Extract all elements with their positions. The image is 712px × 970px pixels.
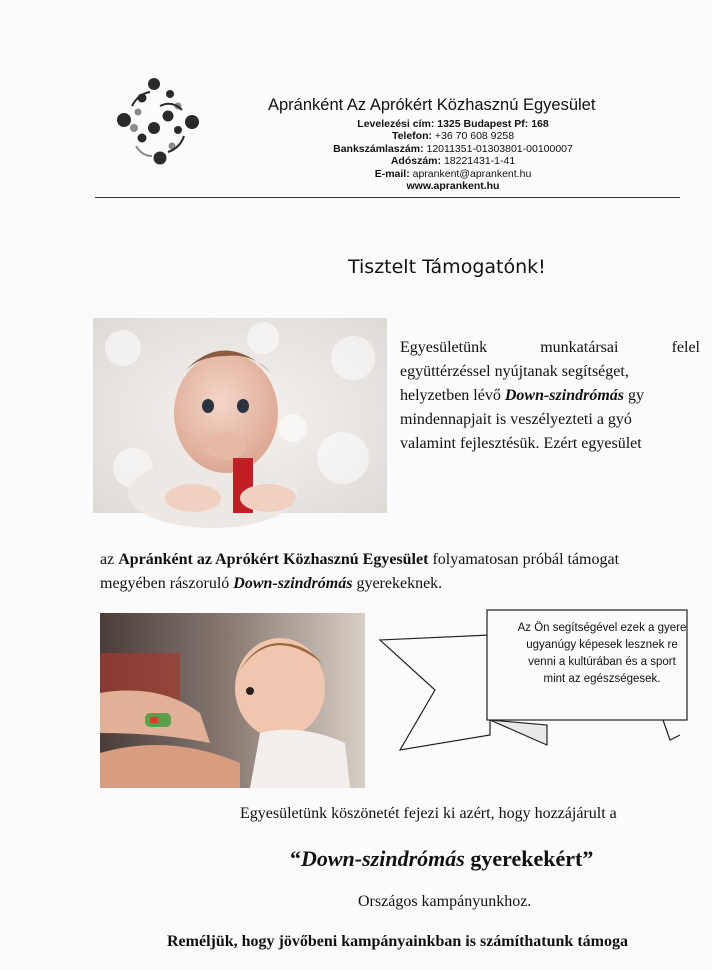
logo-dot [135, 109, 142, 116]
contact-row-website [288, 180, 618, 192]
quote-mark: “ [290, 846, 301, 871]
contact-value: +36 70 608 9258 [434, 130, 515, 143]
logo-dot [174, 126, 182, 134]
website-link: www.aprankent.hu [406, 180, 500, 193]
org-name-inline: Apránként az Aprókért Közhasznú Egyesület [118, 551, 429, 568]
paragraph-line: együttérzéssel nyújtanak segítséget, [400, 363, 629, 380]
ribbon-line: mint az egészségesek. [543, 673, 661, 685]
ribbon-fold [490, 720, 547, 745]
text-span: helyzetben lévő [400, 387, 505, 404]
contact-label: Adószám: [390, 155, 442, 168]
contact-row-email [288, 168, 618, 180]
text-span: gyerekeknek. [352, 575, 443, 592]
campaign-subtitle: Országos kampányunkhoz. [358, 893, 532, 910]
text-span: gy [624, 387, 644, 404]
contact-row-tax [288, 155, 618, 167]
word: Egyesületünk [400, 339, 488, 356]
logo-dot [166, 90, 174, 98]
text-span: megyében rászoruló [100, 575, 234, 592]
ribbon-line: Az Ön segítségével ezek a gyere [517, 622, 687, 634]
contact-value: 1325 Budapest Pf: 168 [437, 118, 549, 130]
logo-dot [138, 134, 147, 143]
campaign-title [290, 846, 593, 872]
contact-value: aprankent@aprankent.hu [412, 167, 532, 180]
logo-dot [185, 115, 199, 129]
emphasis-text: Down-szindrómás [504, 387, 624, 404]
contact-value: 12011351-01303801-00100007 [426, 142, 573, 155]
baby-photo-1 [93, 318, 387, 513]
intro-paragraph [400, 336, 700, 456]
support-paragraph [100, 548, 619, 596]
logo-dot [117, 113, 131, 127]
ribbon-tail [380, 635, 490, 750]
organization-logo [112, 76, 208, 168]
contact-row-phone [288, 130, 618, 142]
greeting-heading: Tisztelt Támogatónk! [348, 256, 546, 278]
logo-arc [136, 146, 152, 156]
paragraph-line: mindennapjait is veszélyezteti a gyó [400, 411, 632, 428]
text-span: az [100, 551, 119, 568]
baby-photo-2 [100, 613, 365, 788]
ribbon-line: venni a kultúrában és a sport [528, 656, 676, 668]
word: munkatársai [540, 339, 619, 356]
contact-value: 18221431-1-41 [443, 155, 516, 168]
closing-line: Reméljük, hogy jövőbeni kampányainkban is számíthatunk támoga [167, 933, 628, 950]
ribbon-fold [663, 720, 680, 740]
contact-label: E-mail: [374, 167, 410, 180]
contact-row-bank [288, 143, 618, 155]
text-span: gyerekekért” [464, 846, 594, 871]
ribbon-line: ugyanúgy képesek lesznek re [526, 639, 678, 651]
contact-label: Bankszámlaszám: [333, 142, 424, 155]
paragraph-line: valamint fejlesztésük. Ezért egyesület [400, 435, 642, 452]
paragraph-line [400, 336, 700, 360]
organization-name: Apránként Az Aprókért Közhasznú Egyesület [268, 96, 596, 114]
emphasis-text: Down-szindrómás [233, 575, 353, 592]
logo-dot [148, 78, 160, 90]
word: felel [671, 339, 700, 356]
logo-dot [163, 111, 174, 122]
ribbon-text [492, 620, 712, 688]
logo-dot [130, 124, 138, 132]
logo-dot [148, 122, 160, 134]
contact-label: Levelezési cím: [357, 118, 435, 130]
header-divider [95, 197, 680, 198]
logo-dot [154, 152, 167, 165]
emphasis-text: Down-szindrómás [301, 846, 465, 871]
contact-row-address [288, 118, 618, 130]
text-span: folyamatosan próbál támogat [428, 551, 620, 568]
contact-label: Telefon: [391, 130, 432, 143]
thanks-line: Egyesületünk köszönetét fejezi ki azért, hogy hozzájárult a [240, 805, 617, 822]
paragraph-line [400, 384, 700, 408]
contact-block [288, 118, 618, 192]
